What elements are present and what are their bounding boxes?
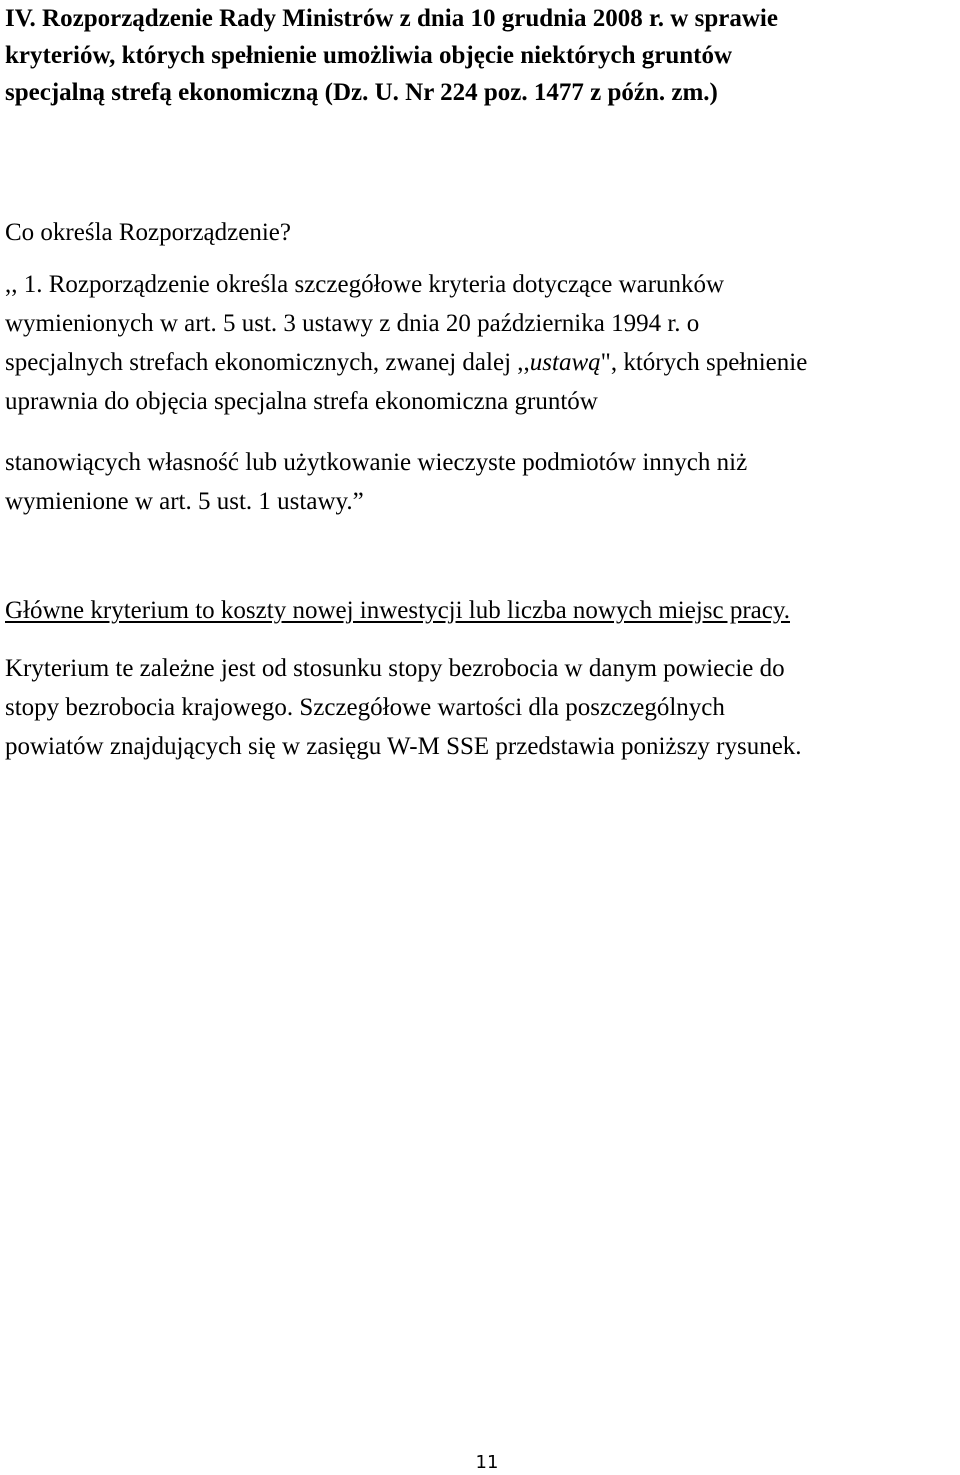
paragraph-line: wymienione w art. 5 ust. 1 ustawy.” xyxy=(5,488,364,515)
question-text: Co określa Rozporządzenie? xyxy=(5,219,291,246)
paragraph-text: specjalnych strefach ekonomicznych, zwanej dalej ,, xyxy=(5,349,530,376)
section-heading-line: IV. Rozporządzenie Rady Ministrów z dnia 10 grudnia 2008 r. w sprawie xyxy=(5,5,778,32)
section-heading-line: kryteriów, których spełnienie umożliwia objęcie niektórych gruntów xyxy=(5,42,733,69)
paragraph-line: powiatów znajdujących się w zasięgu W-M SSE przedstawia poniższy rysunek. xyxy=(5,733,802,760)
paragraph-line: Kryterium te zależne jest od stosunku stopy bezrobocia w danym powiecie do xyxy=(5,655,785,682)
quote-paragraph xyxy=(5,265,957,421)
section-heading xyxy=(5,0,957,111)
paragraph-line: wymienionych w art. 5 ust. 3 ustawy z dnia 20 października 1994 r. o xyxy=(5,310,700,337)
document-page xyxy=(5,0,957,766)
page-number: 11 xyxy=(475,1452,499,1473)
italic-term: ustawą xyxy=(529,349,601,376)
paragraph-line: stopy bezrobocia krajowego. Szczegółowe wartości dla poszczególnych xyxy=(5,694,725,721)
criterion-paragraph xyxy=(5,649,957,766)
main-criterion-text: Główne kryterium to koszty nowej inwestycji lub liczba nowych miejsc pracy. xyxy=(5,597,790,624)
paragraph-line: ,, 1. Rozporządzenie określa szczegółowe kryteria dotyczące warunków xyxy=(5,271,725,298)
paragraph-line: uprawnia do objęcia specjalna strefa ekonomiczna gruntów xyxy=(5,388,598,415)
paragraph-line xyxy=(5,343,957,382)
section-heading-line: specjalną strefą ekonomiczną (Dz. U. Nr 224 poz. 1477 z późn. zm.) xyxy=(5,79,718,106)
paragraph-text: ", których spełnienie xyxy=(600,349,808,376)
quote-paragraph-continuation xyxy=(5,443,957,521)
paragraph-line: stanowiących własność lub użytkowanie wieczyste podmiotów innych niż xyxy=(5,449,748,476)
